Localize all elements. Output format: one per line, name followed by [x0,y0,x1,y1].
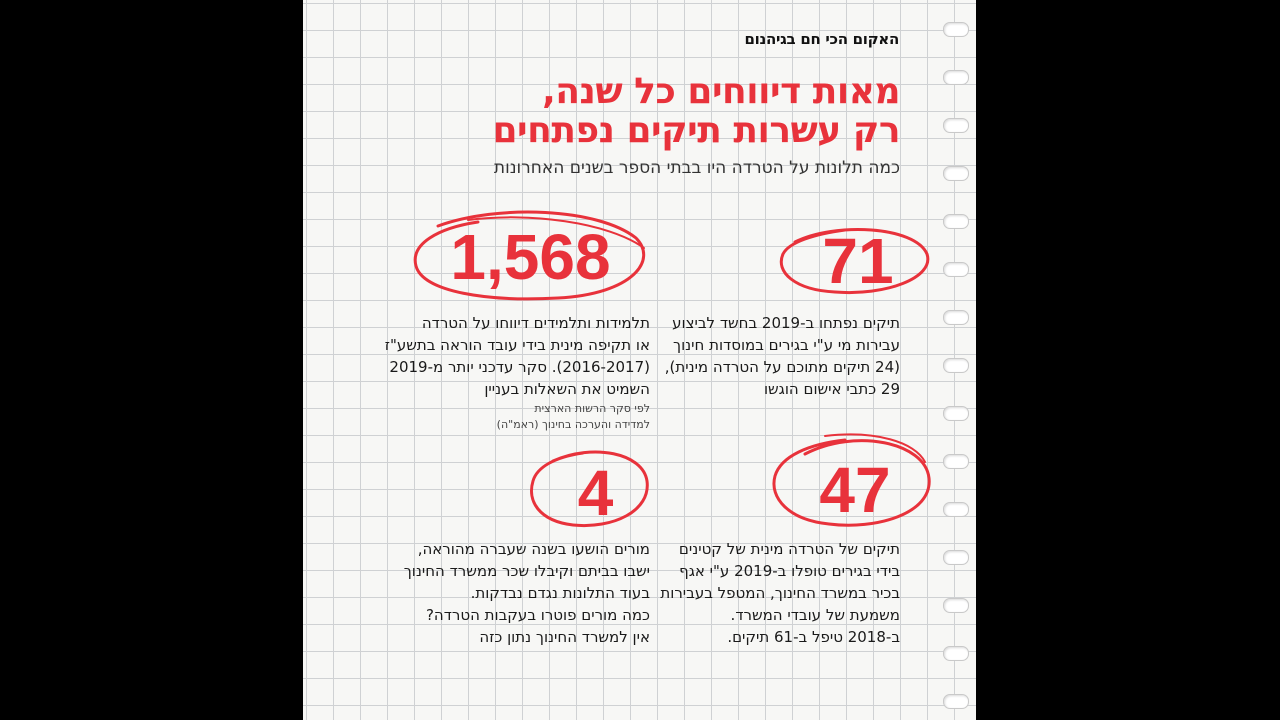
stat-number-71: 71 [822,225,894,297]
stat-description-1568 [385,312,650,400]
text-line: תיקים נפתחו ב-2019 בחשד לביצוע [672,314,900,332]
notebook-page [303,0,976,720]
binding-ring [943,214,969,229]
binding-ring [943,598,969,613]
text-line: תיקים של הטרדה מינית של קטינים [678,540,900,558]
text-line: השמיט את השאלות בעניין [484,380,650,398]
text-line: בעוד התלונות נגדם נבדקות. [470,584,650,602]
text-line: בכיר במשרד החינוך, המטפל בעבירות [660,584,900,602]
text-line: מורים הושעו בשנה שעברה מהוראה, [417,540,650,558]
source-line: לפי סקר הרשות הארצית [534,402,650,415]
source-note [497,401,650,433]
text-line: משמעת של עובדי המשרד. [730,606,900,624]
stat-number-1568: 1,568 [450,221,611,293]
binding-ring [943,118,969,133]
binding-ring [943,454,969,469]
binding-ring [943,310,969,325]
stat-description-47 [660,538,900,648]
binding-ring [943,166,969,181]
text-line: בידי בגירים טופלו ב-2019 ע"י אגף [679,562,900,580]
binding-ring [943,262,969,277]
text-line: 29 כתבי אישום הוגשו [763,380,900,398]
page-subtitle: כמה תלונות על הטרדה היו בבתי הספר בשנים האחרונות [493,158,900,178]
text-line: כמה מורים פוטרו בעקבות הטרדה? [425,606,650,624]
binding-ring [943,22,969,37]
stat-number-4: 4 [577,457,614,529]
page-title [492,72,900,150]
title-line-1: מאות דיווחים כל שנה, [542,71,900,112]
brand-label: האקום הכי חם בגיהנום [744,30,899,48]
text-line: או תקיפה מינית בידי עובד הוראה בתשע"ז [384,336,650,354]
text-line: ב-2018 טיפל ב-61 תיקים. [727,628,900,646]
binding-ring [943,502,969,517]
text-line: (2016-2017). סקר עדכני יותר מ-2019 [389,358,650,376]
binding-ring [943,646,969,661]
text-line: ישבו בביתם וקיבלו שכר ממשרד החינוך [403,562,650,580]
text-line: (24 תיקים מתוכם על הטרדה מינית), [664,358,900,376]
binding-ring [943,70,969,85]
binding-ring [943,406,969,421]
binding-ring [943,550,969,565]
binding-ring [943,694,969,709]
title-line-2: רק עשרות תיקים נפתחים [492,110,900,151]
stat-description-71 [665,312,900,400]
source-line: למדידה והערכה בחינוך (ראמ"ה) [496,418,650,431]
stat-number-47: 47 [819,454,891,526]
binding-ring [943,358,969,373]
text-line: תלמידות ותלמידים דיווחו על הטרדה [421,314,650,332]
stat-description-4 [404,538,650,648]
text-line: עבירות מי ע"י בגירים במוסדות חינוך [673,336,900,354]
spiral-binding [939,0,976,720]
text-line: אין למשרד החינוך נתון כזה [479,628,650,646]
